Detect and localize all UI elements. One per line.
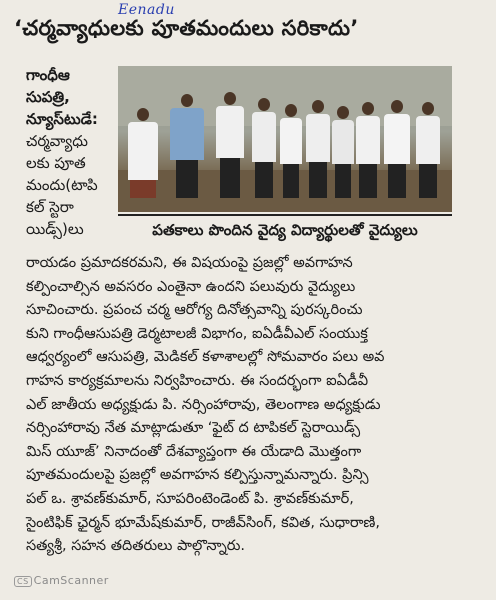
body-line: పల్ ఒ. శ్రావణ్‌కుమార్, సూపరింటెండెంట్ పి. శ్రావణ్‌కుమార్, <box>26 490 354 507</box>
body-line: సత్యశ్రీ, సహన తదితరులు పాల్గొన్నారు. <box>26 538 245 555</box>
photo-caption: పతకాలు పొందిన వైద్య విద్యార్థులతో వైద్యులు <box>118 214 452 244</box>
dateline-line: సుపత్రి, <box>26 88 70 106</box>
group-photo <box>118 66 452 212</box>
body-line: ఎల్ జాతీయ అధ్యక్షుడు పి. నర్సింహారావు, తెలంగాణ అధ్యక్షుడు <box>26 396 381 413</box>
side-text-line: లకు పూత <box>26 154 86 172</box>
body-line: కల్పించాల్సిన అవసరం ఎంతైనా ఉందని పలువురు వైద్యులు <box>26 278 356 295</box>
body-line: నర్సింహారావు నేత మాట్లాడుతూ ‘ఫైట్ ద టాపికల్ స్టెరాయిడ్స్ <box>26 420 361 437</box>
body-line: ఆధ్వర్యంలో ఆసుపత్రి, మెడికల్ కళాశాలల్లో సోమవారం పలు అవ <box>26 349 385 366</box>
body-line: పూతమందులపై ప్రజల్లో అవగాహన కల్పిస్తున్నామన్నారు. ప్రిన్సి <box>26 467 369 484</box>
photo-person <box>332 106 354 198</box>
body-line: సూచించారు. ప్రపంచ చర్మ ఆరోగ్య దినోత్సవాన్ని పురస్కరించు <box>26 302 363 319</box>
headline: ‘చర్మవ్యాధులకు పూతమందులు సరికాదు’ <box>14 16 359 40</box>
camscanner-logo-icon: CS <box>14 576 32 587</box>
side-text-line: యిడ్స్)లు <box>26 220 84 238</box>
body-line: రాయడం ప్రమాదకరమని, ఈ విషయంపై ప్రజల్లో అవగాహన <box>26 255 353 271</box>
handwritten-source-note: Eenadu <box>118 2 175 18</box>
body-line: సైంటిఫిక్ ఛైర్మన్ భూమేష్‌కుమార్, రాజీవ్‌సింగ్, కవిత, సుధారాణి, <box>26 514 380 531</box>
dateline-line: గాంధీఆ <box>26 66 70 84</box>
body-line: మిస్ యూజ్’ నినాదంతో దేశవ్యాప్తంగా ఈ యేడాది మొత్తంగా <box>26 443 362 460</box>
side-text-line: కల్ స్టెరా <box>26 198 74 216</box>
photo-person <box>416 102 440 198</box>
photo-person <box>128 108 158 198</box>
watermark-text: CamScanner <box>33 574 109 587</box>
photo-person <box>216 92 244 198</box>
photo-person <box>170 94 204 198</box>
photo-person <box>280 104 302 198</box>
body-line: గాహన కార్యక్రమాలను నిర్వహించారు. ఈ సందర్భంగా ఐఏడీవీ <box>26 372 368 389</box>
photo-person <box>356 102 380 198</box>
photo-person <box>384 100 410 198</box>
camscanner-watermark <box>14 574 109 587</box>
photo-person <box>306 100 330 198</box>
dateline-line: న్యూస్‌టుడే: <box>26 110 98 128</box>
article-body <box>26 252 466 559</box>
photo-person <box>252 98 276 198</box>
body-line: కుని గాంధీఆసుపత్రి డెర్మటాలజీ విభాగం, ఐఏడీవీఎల్ సంయుక్త <box>26 325 368 342</box>
side-text-line: చర్మవ్యాధు <box>26 132 88 150</box>
side-text-line: మందు(టాపి <box>26 176 98 194</box>
left-column <box>26 64 110 240</box>
